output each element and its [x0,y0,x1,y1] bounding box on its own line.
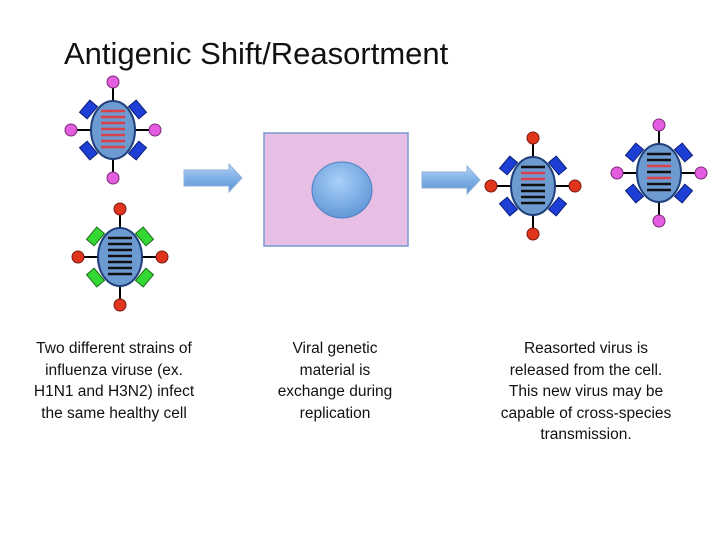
virus-strain-1-icon [65,76,161,184]
virus-knob [114,203,126,215]
arrow-right-icon [422,166,480,194]
virus-knob [611,167,623,179]
caption-line: released from the cell. [509,361,663,379]
caption-line: This new virus may be [508,383,664,400]
caption-line: capable of cross-species [500,404,672,422]
caption-line: the same healthy cell [41,404,187,422]
virus-knob [527,132,539,144]
virus-knob [485,180,497,192]
caption-line: transmission. [540,426,632,443]
virus-knob [569,180,581,192]
caption-exchange-step [220,338,450,424]
caption-line: exchange during [277,383,393,400]
caption-line: Reasorted virus is [523,340,649,357]
caption-line: replication [299,404,371,422]
slide-title: Antigenic Shift/Reasortment [64,36,449,71]
virus-knob [114,299,126,311]
virus-knob [653,119,665,131]
reassorted-virus-a-icon [485,132,581,240]
caption-line: Two different strains of [36,340,192,357]
virus-knob [149,124,161,136]
virus-strain-2-icon [72,203,168,311]
virus-knob [156,251,168,263]
virus-knob [107,76,119,88]
reassorted-virus-b-icon [611,119,707,227]
arrow-right-icon [184,164,242,192]
caption-line: influenza viruse (ex. [45,361,183,379]
virus-knob [653,215,665,227]
host-cell-icon [264,133,408,246]
virus-knob [527,228,539,240]
caption-line: Viral genetic [292,340,378,357]
caption-infection-step [0,338,229,424]
cell-nucleus-icon [312,162,372,218]
virus-knob [65,124,77,136]
virus-knob [695,167,707,179]
caption-line: material is [299,361,371,379]
caption-release-step [471,338,701,446]
caption-line: H1N1 and H3N2) infect [33,383,195,400]
virus-knob [72,251,84,263]
virus-knob [107,172,119,184]
